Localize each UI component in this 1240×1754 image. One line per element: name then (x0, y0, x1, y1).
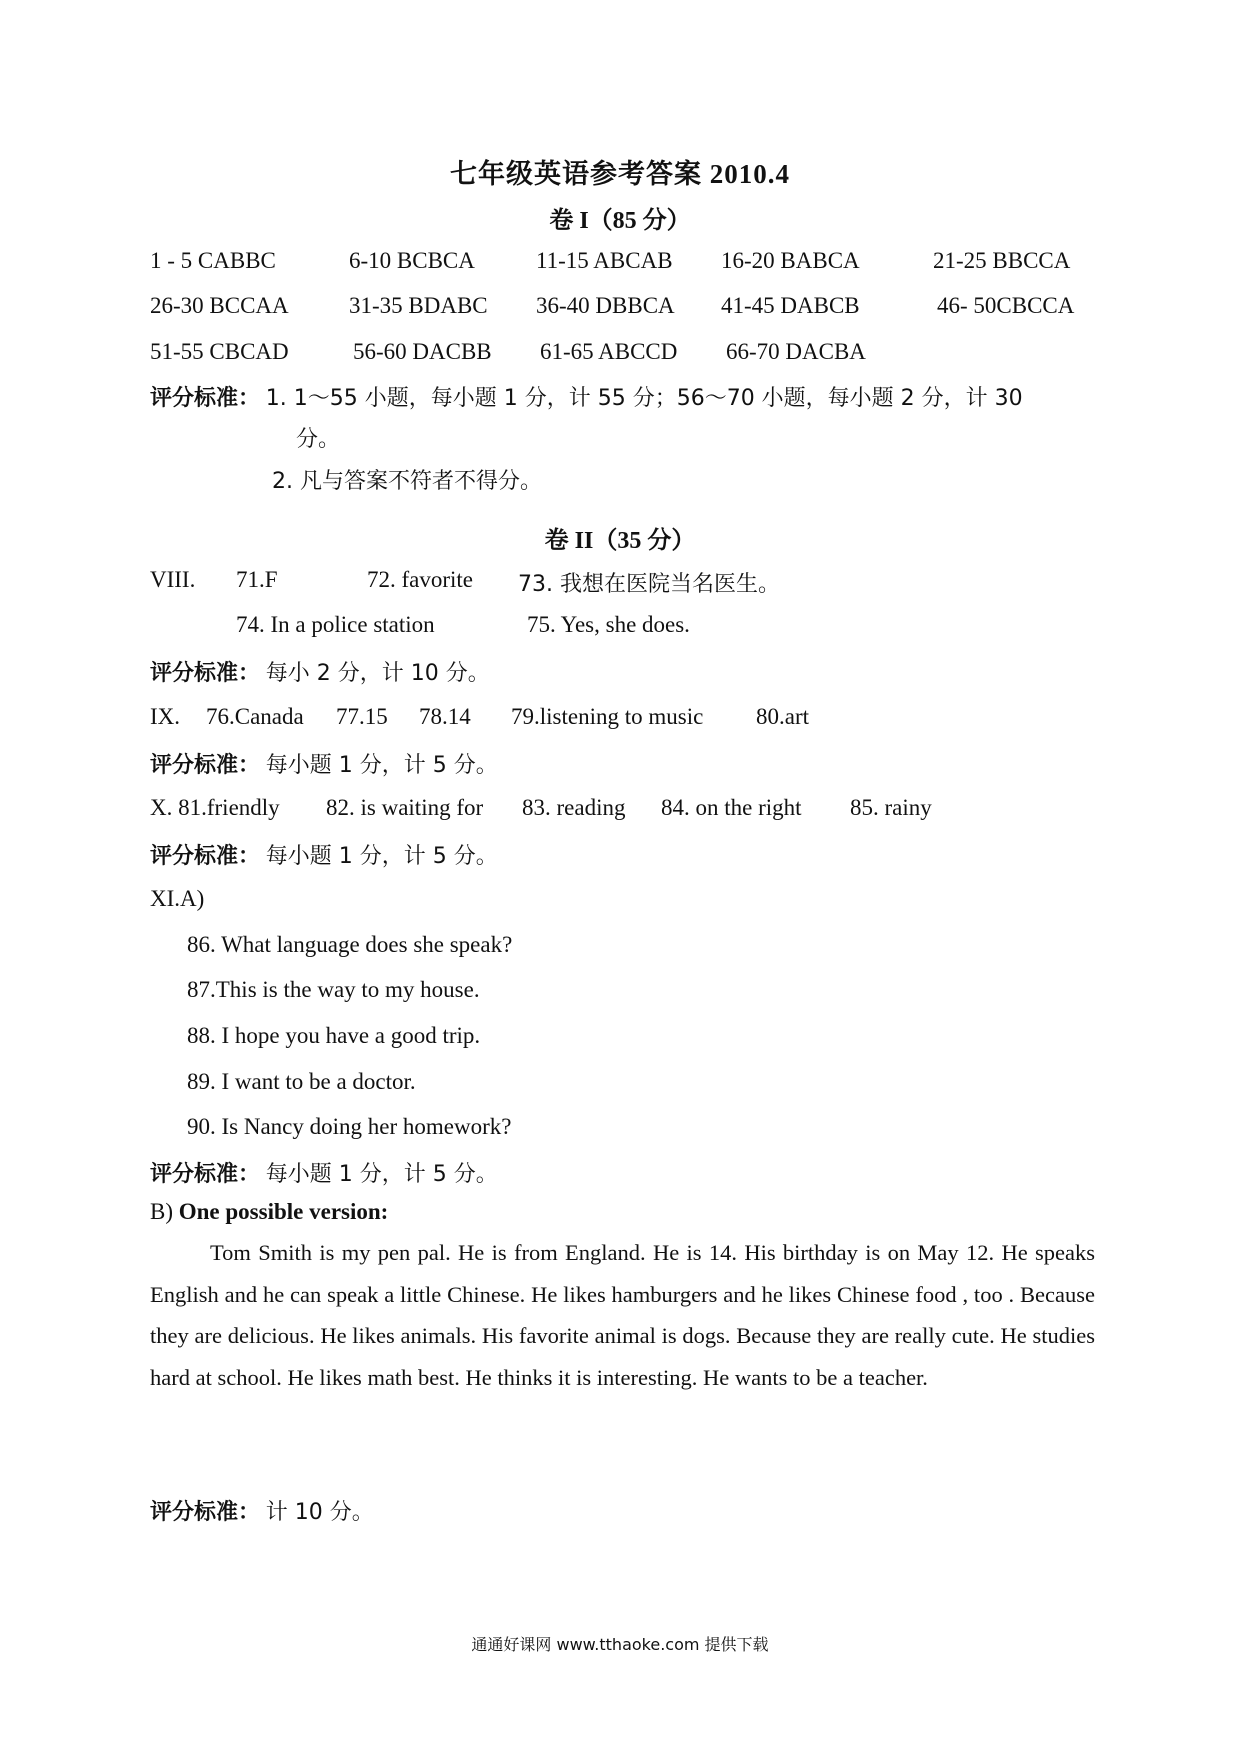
answer-81: X. 81.friendly (150, 795, 280, 820)
answer-group: 21-25 BBCCA (933, 248, 1071, 273)
answer-group: 41-45 DABCB (721, 293, 860, 318)
answer-group: 56-60 DACBB (353, 339, 492, 364)
answer-78: 78.14 (419, 704, 471, 729)
b-heading: One possible version: (178, 1199, 389, 1224)
section-label: IX. (150, 704, 181, 729)
answer-80: 80.art (756, 704, 810, 729)
section-ix-scoring (150, 748, 498, 779)
answer-row-1 (0, 248, 1240, 278)
answer-group: 36-40 DBBCA (536, 293, 675, 318)
answer-88: 88. I hope you have a good trip. (187, 1023, 481, 1048)
part2-heading: 卷 II（35 分） (544, 528, 696, 554)
answer-85: 85. rainy (850, 795, 932, 820)
section-viii-row1 (0, 567, 1240, 597)
answer-group: 46- 50CBCCA (937, 293, 1075, 318)
scoring-label: 评分标准： (150, 661, 261, 686)
answer-71: 71.F (236, 567, 278, 592)
answer-group: 11-15 ABCAB (536, 248, 673, 273)
scoring-text: 每小题 1 分，计 5 分。 (265, 1162, 498, 1187)
page-title: 七年级英语参考答案 2010.4 (450, 159, 790, 189)
answer-group: 1 - 5 CABBC (150, 248, 276, 273)
section-xi-b-heading (150, 1199, 388, 1225)
scoring-label: 评分标准： (150, 1500, 261, 1525)
section-x-row (0, 795, 1240, 825)
answer-group: 16-20 BABCA (721, 248, 860, 273)
essay-paragraph: Tom Smith is my pen pal. He is from England. He is 14. His birthday is on May 12. He speaks English and he can speak a little Chinese. He likes hamburgers and he likes Chinese food , too . Because they are delicious. He likes animals. His favorite animal is dogs. Because they are really cute. He studies hard at school. He likes math best. He thinks it is interesting. He wants to be a teacher. (150, 1240, 1095, 1390)
part1-heading: 卷 I（85 分） (549, 208, 691, 234)
scoring-label: 评分标准： (150, 753, 261, 778)
answer-75: 75. Yes, she does. (527, 612, 690, 637)
section-xi-label: XI.A) (150, 886, 205, 911)
answer-87: 87.This is the way to my house. (187, 977, 480, 1002)
scoring-text: 每小题 1 分，计 5 分。 (265, 753, 498, 778)
answer-79: 79.listening to music (511, 704, 704, 729)
section-xi-scoring (150, 1157, 498, 1188)
answer-group: 51-55 CBCAD (150, 339, 289, 364)
scoring-label: 评分标准： (150, 844, 261, 869)
answer-row-3 (0, 339, 1240, 369)
section-ix-row (0, 704, 1240, 734)
scoring-text: 每小 2 分，计 10 分。 (265, 661, 490, 686)
answer-84: 84. on the right (661, 795, 802, 820)
section-viii-scoring (150, 656, 490, 687)
answer-82: 82. is waiting for (326, 795, 484, 820)
page-footer: 通通好课网 www.tthaoke.com 提供下载 (471, 1635, 769, 1654)
answer-90: 90. Is Nancy doing her homework? (187, 1114, 512, 1139)
scoring-label: 评分标准： (150, 386, 261, 411)
answer-group: 66-70 DACBA (726, 339, 866, 364)
part1-scoring-line1 (150, 381, 1023, 412)
answer-group: 31-35 BDABC (349, 293, 488, 318)
scoring-label: 评分标准： (150, 1162, 261, 1187)
section-x-scoring (150, 839, 498, 870)
answer-row-2 (0, 293, 1240, 323)
answer-83: 83. reading (522, 795, 626, 820)
answer-group: 6-10 BCBCA (349, 248, 475, 273)
scoring-text: 每小题 1 分，计 5 分。 (265, 844, 498, 869)
answer-77: 77.15 (336, 704, 388, 729)
answer-73: 73. 我想在医院当名医生。 (518, 572, 780, 597)
answer-group: 26-30 BCCAA (150, 293, 289, 318)
section-viii-row2 (0, 612, 1240, 642)
answer-89: 89. I want to be a doctor. (187, 1069, 416, 1094)
section-label: VIII. (150, 567, 196, 592)
answer-group: 61-65 ABCCD (540, 339, 678, 364)
answer-72: 72. favorite (367, 567, 474, 592)
b-prefix: B) (150, 1199, 173, 1224)
answer-74: 74. In a police station (236, 612, 435, 637)
scoring-text: 1. 1～55 小题，每小题 1 分，计 55 分；56～70 小题，每小题 2 分，计 30 (265, 386, 1023, 411)
answer-86: 86. What language does she speak? (187, 932, 513, 957)
part1-scoring-line1-cont: 分。 (296, 427, 341, 452)
scoring-text: 计 10 分。 (265, 1500, 374, 1525)
part1-scoring-line2: 2. 凡与答案不符者不得分。 (272, 469, 542, 494)
final-scoring (150, 1495, 374, 1526)
answer-76: 76.Canada (206, 704, 304, 729)
